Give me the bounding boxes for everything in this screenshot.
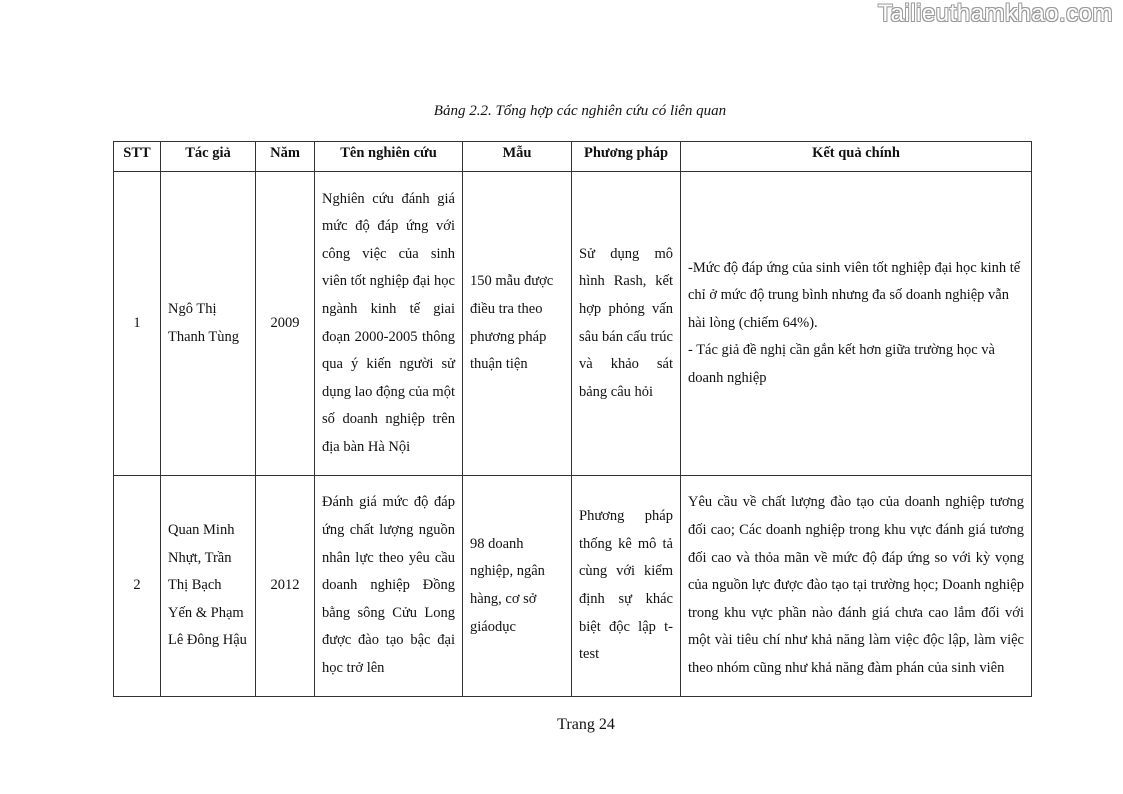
header-author: Tác giả (161, 142, 256, 172)
cell-result: Yêu cầu về chất lượng đào tạo của doanh nghiệp tương đối cao; Các doanh nghiệp trong khu vực đánh giá tương đối cao và thỏa mãn về mức độ đáp ứng so với kỳ vọng của nguồn lực được đào tạo tại trường học; Doanh nghiệp trong khu vực phần nào đánh giá chưa cao lắm đối với một vài tiêu chí như khả năng làm việc độc lập, làm việc theo nhóm cũng như khả năng đàm phán của sinh viên (681, 476, 1032, 697)
cell-sample: 98 doanh nghiệp, ngân hàng, cơ sở giáodục (463, 476, 572, 697)
cell-stt: 2 (114, 476, 161, 697)
watermark: Tailieuthamkhao.com (878, 0, 1113, 27)
header-method: Phương pháp (572, 142, 681, 172)
header-title: Tên nghiên cứu (315, 142, 463, 172)
cell-year: 2012 (256, 476, 315, 697)
result-point: -Mức độ đáp ứng của sinh viên tốt nghiệp đại học kinh tế chỉ ở mức độ trung bình nhưng đa số doanh nghiệp vẫn hài lòng (chiếm 64%). (688, 259, 1021, 331)
header-result: Kết quả chính (681, 142, 1032, 172)
header-stt: STT (114, 142, 161, 172)
header-year: Năm (256, 142, 315, 172)
cell-author: Ngô Thị Thanh Tùng (161, 172, 256, 476)
cell-result (681, 172, 1032, 476)
cell-author: Quan Minh Nhựt, Trần Thị Bạch Yến & Phạm Lê Đông Hậu (161, 476, 256, 697)
cell-stt: 1 (114, 172, 161, 476)
cell-title: Nghiên cứu đánh giá mức độ đáp ứng với công việc của sinh viên tốt nghiệp đại học ngành kinh tế giai đoạn 2000-2005 thông qua ý kiến người sử dụng lao động của một số doanh nghiệp trên địa bàn Hà Nội (315, 172, 463, 476)
result-point: - Tác giả đề nghị cần gắn kết hơn giữa trường học và doanh nghiệp (688, 342, 995, 386)
cell-title: Đánh giá mức độ đáp ứng chất lượng nguồn nhân lực theo yêu cầu doanh nghiệp Đồng bằng sông Cửu Long được đào tạo bậc đại học trở lên (315, 476, 463, 697)
cell-method: Sử dụng mô hình Rash, kết hợp phỏng vấn sâu bán cấu trúc và khảo sát bảng câu hỏi (572, 172, 681, 476)
cell-year: 2009 (256, 172, 315, 476)
table-header-row (114, 142, 1032, 172)
cell-method: Phương pháp thống kê mô tả cùng với kiểm định sự khác biệt độc lập t-test (572, 476, 681, 697)
related-studies-table (113, 141, 1032, 697)
table-row (114, 172, 1032, 476)
header-sample: Mẫu (463, 142, 572, 172)
table-caption: Bảng 2.2. Tổng hợp các nghiên cứu có liên quan (433, 103, 727, 119)
page-number: Trang 24 (557, 716, 615, 733)
cell-sample: 150 mẫu được điều tra theo phương pháp thuận tiện (463, 172, 572, 476)
table-row (114, 476, 1032, 697)
